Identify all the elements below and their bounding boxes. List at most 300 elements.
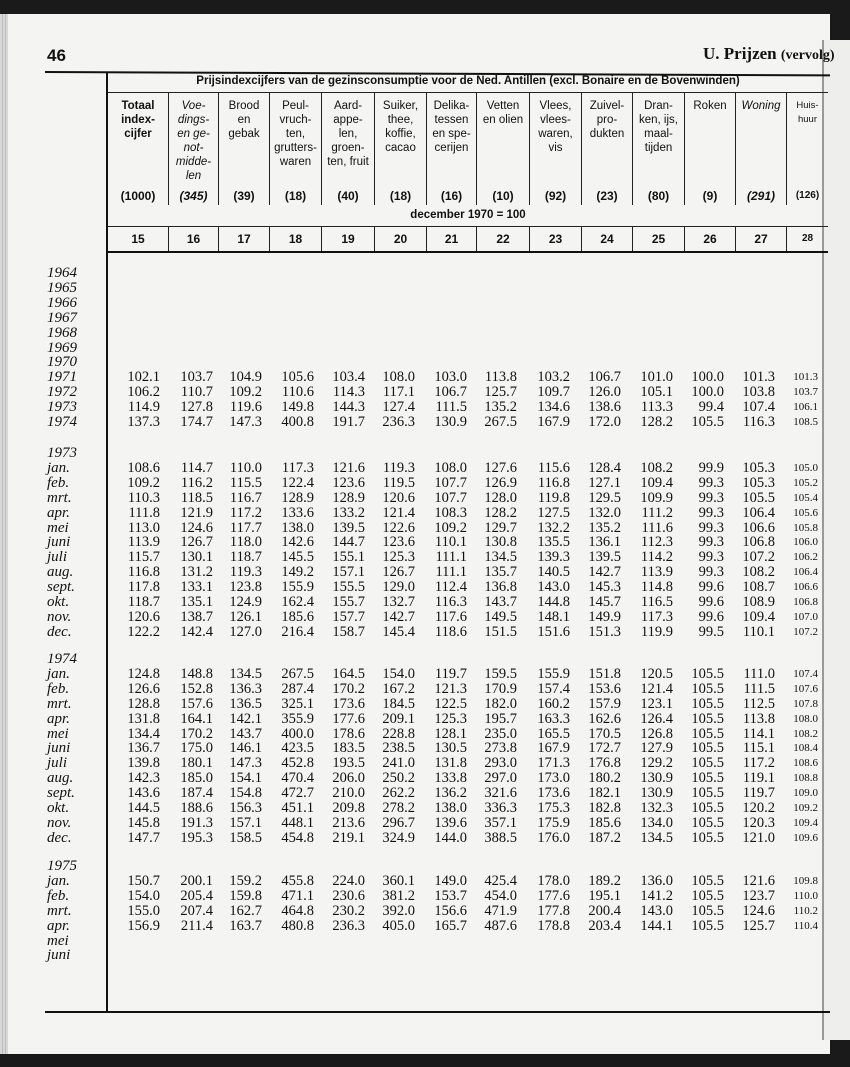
table-cell: 108.2 <box>793 727 818 740</box>
table-cell: 174.7 <box>180 414 213 430</box>
table-cell: 156.9 <box>127 917 160 934</box>
table-cell: 153.7 <box>434 887 467 904</box>
table-cell: 117.8 <box>127 579 160 596</box>
table-cell: 106.4 <box>742 504 775 521</box>
column-header-label: Peul-​vruch-​ten, grutters-​waren <box>274 100 317 168</box>
table-cell: 133.6 <box>281 504 314 521</box>
row-label: 1972 <box>47 384 77 401</box>
table-cell: 108.7 <box>742 579 775 596</box>
column-number: 18 <box>270 227 322 251</box>
table-cell: 127.9 <box>640 740 673 757</box>
table-cell: 108.9 <box>742 594 775 610</box>
table-cell: 136.1 <box>588 534 621 551</box>
table-cell: 143.0 <box>537 579 570 596</box>
table-cell: 236.3 <box>382 414 415 430</box>
table-cell: 103.8 <box>742 384 775 401</box>
table-cell: 178.0 <box>537 872 570 889</box>
table-cell: 182.8 <box>588 800 621 816</box>
table-cell: 118.6 <box>434 623 467 640</box>
table-cell: 143.6 <box>127 785 160 802</box>
table-cell: 99.4 <box>698 399 724 416</box>
column-header-label: Suiker, thee, koffie, cacao <box>382 100 419 154</box>
table-cell: 170.5 <box>588 725 621 742</box>
table-cell: 454.8 <box>281 829 314 846</box>
row-label: mei <box>47 932 69 949</box>
table-cell: 472.7 <box>281 785 314 802</box>
table-cell: 159.5 <box>484 665 517 682</box>
table-cell: 156.3 <box>229 800 262 816</box>
table-cell: 146.1 <box>229 740 262 757</box>
table-cell: 167.9 <box>537 414 570 430</box>
table-cell: 157.4 <box>537 680 570 697</box>
table-cell: 116.5 <box>640 594 673 610</box>
table-cell: 111.1 <box>435 564 467 581</box>
table-cell: 109.2 <box>229 384 262 401</box>
table-cell: 132.3 <box>640 800 673 816</box>
table-cell: 102.1 <box>127 369 160 386</box>
table-cell: 425.4 <box>484 872 517 889</box>
table-cell: 123.1 <box>640 695 673 712</box>
column-number: 26 <box>685 227 736 251</box>
table-cell: 108.0 <box>434 459 467 476</box>
table-cell: 109.8 <box>793 874 818 887</box>
table-cell: 187.2 <box>588 829 621 846</box>
table-cell: 480.8 <box>281 917 314 934</box>
table-cell: 127.6 <box>484 459 517 476</box>
table-cell: 107.7 <box>434 474 467 491</box>
column-header-label: Dran-​ken, ijs, maal-​tijden <box>639 100 678 154</box>
table-cell: 336.3 <box>484 800 517 816</box>
table-cell: 136.8 <box>484 579 517 596</box>
table-cell: 106.2 <box>793 551 818 564</box>
table-cell: 145.4 <box>382 623 415 640</box>
table-cell: 135.5 <box>537 534 570 551</box>
table-cell: 123.7 <box>742 887 775 904</box>
year-heading: 1974 <box>47 651 77 667</box>
table-cell: 105.5 <box>691 725 724 742</box>
row-label: nov. <box>47 814 72 831</box>
column-header <box>736 93 787 205</box>
table-cell: 100.0 <box>691 384 724 401</box>
table-cell: 155.7 <box>332 594 365 610</box>
table-cell: 111.1 <box>435 549 467 566</box>
table-cell: 235.0 <box>484 725 517 742</box>
table-cell: 130.8 <box>484 534 517 551</box>
row-label: apr. <box>47 710 70 727</box>
table-cell: 128.2 <box>484 504 517 521</box>
table-cell: 99.6 <box>698 608 724 625</box>
table-cell: 388.5 <box>484 829 517 846</box>
table-cell: 142.3 <box>127 770 160 787</box>
row-label: 1974 <box>47 414 77 430</box>
table-cell: 119.1 <box>742 770 775 787</box>
table-cell: 487.6 <box>484 917 517 934</box>
table-cell: 228.8 <box>382 725 415 742</box>
table-cell: 230.2 <box>332 902 365 919</box>
row-label: sept. <box>47 785 75 802</box>
table-cell: 213.6 <box>332 814 365 831</box>
table-cell: 110.6 <box>281 384 314 401</box>
table-cell: 130.9 <box>434 414 467 430</box>
table-cell: 155.1 <box>332 549 365 566</box>
table-cell: 165.7 <box>434 917 467 934</box>
table-cell: 104.9 <box>229 369 262 386</box>
table-cell: 101.3 <box>742 369 775 386</box>
table-cell: 109.9 <box>640 489 673 506</box>
table-cell: 118.5 <box>180 489 213 506</box>
table-cell: 360.1 <box>382 872 415 889</box>
row-label: mrt. <box>47 902 72 919</box>
column-header <box>375 93 427 205</box>
table-cell: 117.2 <box>742 755 775 772</box>
table-cell: 124.6 <box>180 519 213 536</box>
column-header-label: Brood en gebak <box>228 100 260 140</box>
table-cell: 125.3 <box>434 710 467 727</box>
table-cell: 105.5 <box>691 800 724 816</box>
table-cell: 99.3 <box>698 519 724 536</box>
row-label: juli <box>47 549 68 566</box>
table-cell: 241.0 <box>382 755 415 772</box>
table-cell: 297.0 <box>484 770 517 787</box>
section-title-main: U. Prijzen <box>703 44 777 63</box>
table-cell: 133.8 <box>434 770 467 787</box>
table-cell: 145.3 <box>588 579 621 596</box>
table-cell: 185.0 <box>180 770 213 787</box>
table-cell: 109.7 <box>537 384 570 401</box>
table-cell: 105.5 <box>691 755 724 772</box>
table-cell: 106.2 <box>127 384 160 401</box>
table-cell: 114.7 <box>180 459 213 476</box>
table-cell: 357.1 <box>484 814 517 831</box>
column-number: 16 <box>169 227 219 251</box>
table-cell: 116.8 <box>537 474 570 491</box>
table-cell: 135.7 <box>484 564 517 581</box>
column-header-label: Woning <box>741 100 781 112</box>
table-cell: 191.7 <box>332 414 365 430</box>
table-cell: 173.0 <box>537 770 570 787</box>
table-cell: 116.2 <box>180 474 213 491</box>
table-cell: 139.8 <box>127 755 160 772</box>
table-cell: 106.0 <box>793 536 818 549</box>
table-cell: 145.8 <box>127 814 160 831</box>
column-number: 23 <box>530 227 582 251</box>
row-label: 1970 <box>47 354 77 371</box>
table-cell: 155.9 <box>537 665 570 682</box>
table-cell: 129.7 <box>484 519 517 536</box>
table-cell: 392.0 <box>382 902 415 919</box>
table-cell: 154.1 <box>229 770 262 787</box>
column-weight: (18) <box>389 189 412 203</box>
row-label: mrt. <box>47 695 72 712</box>
row-label: dec. <box>47 829 72 846</box>
table-cell: 100.0 <box>691 369 724 386</box>
table-cell: 109.6 <box>793 831 818 844</box>
table-cell: 157.1 <box>332 564 365 581</box>
column-number: 17 <box>219 227 270 251</box>
section-title <box>703 44 835 64</box>
table-cell: 123.6 <box>382 534 415 551</box>
table-cell: 400.8 <box>281 414 314 430</box>
section-title-sub: (vervolg) <box>780 48 835 63</box>
row-label: sept. <box>47 579 75 596</box>
table-cell: 136.2 <box>434 785 467 802</box>
column-weight: (92) <box>544 189 567 203</box>
table-cell: 99.3 <box>698 564 724 581</box>
table-cell: 126.7 <box>382 564 415 581</box>
table-cell: 114.1 <box>742 725 775 742</box>
table-cell: 236.3 <box>332 917 365 934</box>
table-cell: 118.7 <box>229 549 262 566</box>
table-cell: 134.0 <box>640 814 673 831</box>
table-cell: 219.1 <box>332 829 365 846</box>
table-cell: 113.9 <box>640 564 673 581</box>
table-cell: 124.8 <box>127 665 160 682</box>
row-label: feb. <box>47 474 70 491</box>
table-cell: 209.8 <box>332 800 365 816</box>
table-cell: 119.5 <box>382 474 415 491</box>
column-weight: (1000) <box>120 189 156 203</box>
table-cell: 142.7 <box>588 564 621 581</box>
table-cell: 114.2 <box>640 549 673 566</box>
row-label: feb. <box>47 887 70 904</box>
table-cell: 105.8 <box>793 521 818 534</box>
table-cell: 124.9 <box>229 594 262 610</box>
row-label: aug. <box>47 770 74 787</box>
table-cell: 455.8 <box>281 872 314 889</box>
table-cell: 423.5 <box>281 740 314 757</box>
index-base: december 1970 = 100 <box>410 209 526 221</box>
table-cell: 129.0 <box>382 579 415 596</box>
table-cell: 126.4 <box>640 710 673 727</box>
column-header <box>787 93 828 205</box>
table-cell: 149.5 <box>484 608 517 625</box>
column-weight: (10) <box>492 189 514 203</box>
table-cell: 105.5 <box>691 887 724 904</box>
table-cell: 175.9 <box>537 814 570 831</box>
table-cell: 117.3 <box>640 608 673 625</box>
table-cell: 454.0 <box>484 887 517 904</box>
column-number: 19 <box>322 227 375 251</box>
table-cell: 107.4 <box>742 399 775 416</box>
row-label: 1968 <box>47 324 77 341</box>
table-cell: 115.5 <box>229 474 262 491</box>
table-cell: 122.2 <box>127 623 160 640</box>
table-cell: 162.4 <box>281 594 314 610</box>
table-cell: 116.8 <box>127 564 160 581</box>
table-cell: 125.7 <box>484 384 517 401</box>
table-cell: 124.6 <box>742 902 775 919</box>
table-cell: 142.6 <box>281 534 314 551</box>
row-label: juli <box>47 755 68 772</box>
table-cell: 195.1 <box>588 887 621 904</box>
table-cell: 109.4 <box>742 608 775 625</box>
table-cell: 182.1 <box>588 785 621 802</box>
table-cell: 184.5 <box>382 695 415 712</box>
column-header <box>108 93 169 205</box>
table-cell: 105.2 <box>793 476 818 489</box>
table-cell: 173.6 <box>537 785 570 802</box>
table-cell: 128.2 <box>640 414 673 430</box>
table-cell: 138.6 <box>588 399 621 416</box>
table-cell: 108.4 <box>793 742 818 755</box>
column-header-label: Roken <box>693 100 727 112</box>
table-cell: 116.7 <box>229 489 262 506</box>
table-cell: 163.3 <box>537 710 570 727</box>
table-cell: 109.2 <box>434 519 467 536</box>
table-cell: 125.7 <box>742 917 775 934</box>
column-weight: (80) <box>647 189 670 203</box>
table-cell: 177.8 <box>537 902 570 919</box>
bottom-rule <box>45 1011 830 1013</box>
table-cell: 105.5 <box>691 680 724 697</box>
row-label: aug. <box>47 564 74 581</box>
table-cell: 176.8 <box>588 755 621 772</box>
row-label: mrt. <box>47 489 72 506</box>
table-cell: 155.9 <box>281 579 314 596</box>
table-cell: 121.6 <box>332 459 365 476</box>
table-cell: 153.6 <box>588 680 621 697</box>
table-cell: 355.9 <box>281 710 314 727</box>
table-cell: 113.0 <box>127 519 160 536</box>
table-cell: 132.2 <box>537 519 570 536</box>
table-cell: 147.7 <box>127 829 160 846</box>
table-cell: 126.9 <box>484 474 517 491</box>
table-cell: 120.5 <box>640 665 673 682</box>
row-label: dec. <box>47 623 72 640</box>
table-cell: 126.0 <box>588 384 621 401</box>
year-heading: 1973 <box>47 445 77 461</box>
column-weight: (39) <box>233 189 255 203</box>
table-cell: 157.9 <box>588 695 621 712</box>
table-cell: 105.5 <box>691 740 724 757</box>
row-label: 1967 <box>47 309 77 326</box>
table-cell: 105.6 <box>281 369 314 386</box>
table-cell: 110.0 <box>229 459 262 476</box>
column-header <box>582 93 633 205</box>
table-cell: 188.6 <box>180 800 213 816</box>
table-cell: 106.4 <box>793 566 818 579</box>
table-cell: 163.7 <box>229 917 262 934</box>
table-cell: 149.2 <box>281 564 314 581</box>
column-number: 27 <box>736 227 787 251</box>
table-cell: 111.5 <box>743 680 775 697</box>
column-header <box>427 93 477 205</box>
row-label: apr. <box>47 917 70 934</box>
table-cell: 126.6 <box>127 680 160 697</box>
table-cell: 206.0 <box>332 770 365 787</box>
table-cell: 126.7 <box>180 534 213 551</box>
column-number: 28 <box>801 233 814 244</box>
table-cell: 105.5 <box>691 902 724 919</box>
table-cell: 451.1 <box>281 800 314 816</box>
column-weight: (9) <box>702 189 718 203</box>
table-cell: 128.1 <box>434 725 467 742</box>
row-label: mei <box>47 519 69 536</box>
table-cell: 105.6 <box>793 506 818 519</box>
table-cell: 110.1 <box>434 534 467 551</box>
table-cell: 117.2 <box>229 504 262 521</box>
table-cell: 211.4 <box>180 917 213 934</box>
table-cell: 470.4 <box>281 770 314 787</box>
table-cell: 187.4 <box>180 785 213 802</box>
table-cell: 108.3 <box>434 504 467 521</box>
table-cell: 154.0 <box>127 887 160 904</box>
table-cell: 149.8 <box>281 399 314 416</box>
table-cell: 121.0 <box>742 829 775 846</box>
table-cell: 131.8 <box>127 710 160 727</box>
table-cell: 178.6 <box>332 725 365 742</box>
table-cell: 106.6 <box>793 581 818 594</box>
table-cell: 123.6 <box>332 474 365 491</box>
table-cell: 105.4 <box>793 491 818 504</box>
table-cell: 107.2 <box>742 549 775 566</box>
table-cell: 167.2 <box>382 680 415 697</box>
table-cell: 105.3 <box>742 474 775 491</box>
table-cell: 200.1 <box>180 872 213 889</box>
table-cell: 127.1 <box>588 474 621 491</box>
table-cell: 142.7 <box>382 608 415 625</box>
table-cell: 176.0 <box>537 829 570 846</box>
table-cell: 103.4 <box>332 369 365 386</box>
table-cell: 160.2 <box>537 695 570 712</box>
table-cell: 119.7 <box>742 785 775 802</box>
table-cell: 121.4 <box>640 680 673 697</box>
table-cell: 117.7 <box>229 519 262 536</box>
table-cell: 108.5 <box>793 416 818 428</box>
table-cell: 115.1 <box>742 740 775 757</box>
table-cell: 120.6 <box>127 608 160 625</box>
row-label: apr. <box>47 504 70 521</box>
table-cell: 151.5 <box>484 623 517 640</box>
table-cell: 105.3 <box>742 459 775 476</box>
table-cell: 111.2 <box>641 504 673 521</box>
row-label: feb. <box>47 680 70 697</box>
table-cell: 105.5 <box>691 917 724 934</box>
table-cell: 139.5 <box>588 549 621 566</box>
table-cell: 162.6 <box>588 710 621 727</box>
table-cell: 138.0 <box>434 800 467 816</box>
table-cell: 110.0 <box>793 889 818 902</box>
table-cell: 152.8 <box>180 680 213 697</box>
table-cell: 110.4 <box>793 919 818 932</box>
table-cell: 464.8 <box>281 902 314 919</box>
table-cell: 167.9 <box>537 740 570 757</box>
table-cell: 177.6 <box>332 710 365 727</box>
table-cell: 109.2 <box>127 474 160 491</box>
table-cell: 135.2 <box>588 519 621 536</box>
table-cell: 154.8 <box>229 785 262 802</box>
table-cell: 140.5 <box>537 564 570 581</box>
table-cell: 110.7 <box>180 384 213 401</box>
table-cell: 224.0 <box>332 872 365 889</box>
column-header-label: Huis-​huur <box>796 100 819 125</box>
table-cell: 109.0 <box>793 787 818 800</box>
table-cell: 325.1 <box>281 695 314 712</box>
table-cell: 172.7 <box>588 740 621 757</box>
table-cell: 175.3 <box>537 800 570 816</box>
table-cell: 108.2 <box>640 459 673 476</box>
table-cell: 130.1 <box>180 549 213 566</box>
table-cell: 159.8 <box>229 887 262 904</box>
table-cell: 205.4 <box>180 887 213 904</box>
table-cell: 117.1 <box>382 384 415 401</box>
table-cell: 127.8 <box>180 399 213 416</box>
column-header-label: Vlees, vlees-​waren, vis <box>538 100 573 154</box>
table-cell: 99.9 <box>698 459 724 476</box>
column-header <box>322 93 375 205</box>
table-cell: 177.6 <box>537 887 570 904</box>
table-cell: 105.5 <box>691 829 724 846</box>
